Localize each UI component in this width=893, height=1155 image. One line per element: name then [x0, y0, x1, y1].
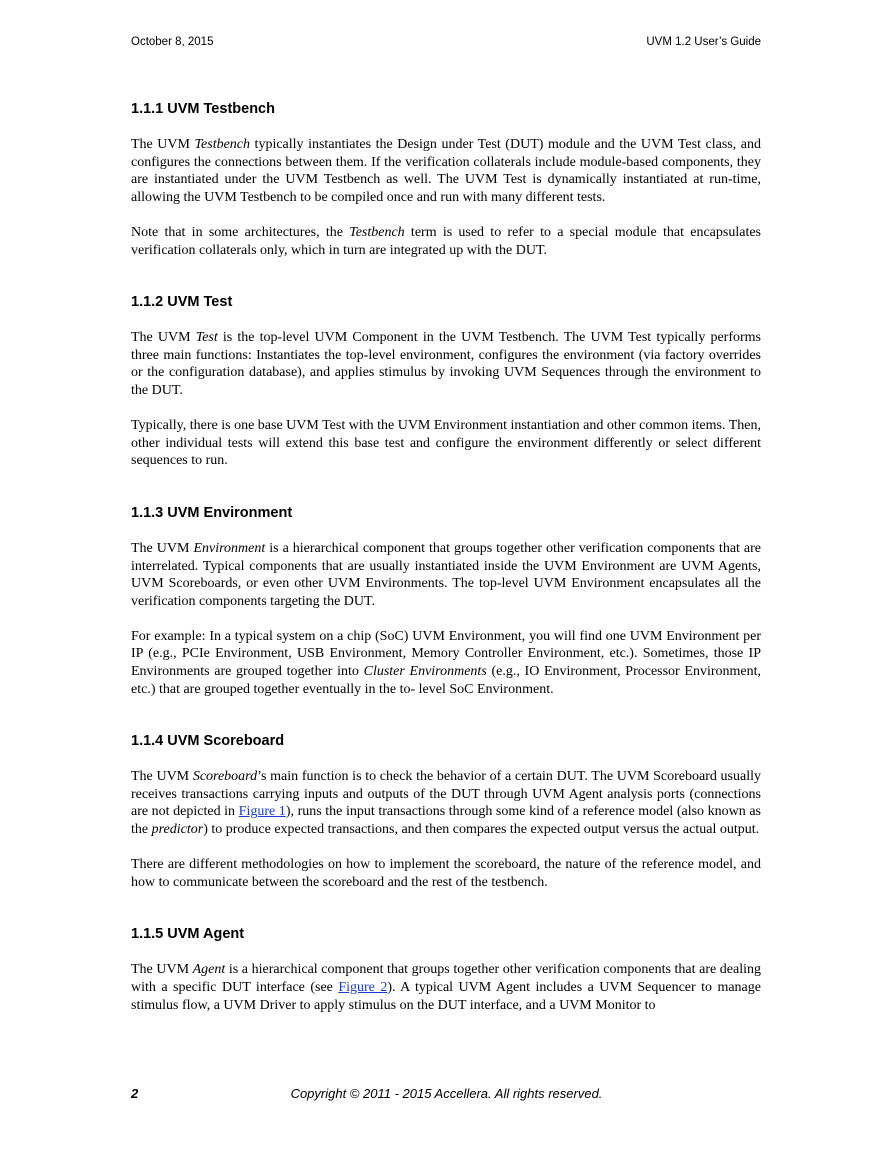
- paragraph-test-1: [131, 329, 761, 399]
- text-run: The UVM: [131, 137, 195, 152]
- figure-2-link[interactable]: Figure 2: [338, 980, 388, 995]
- text-run: is a hierarchical component that groups together other verification components that are dealing with a specific DUT interface (see: [131, 962, 762, 995]
- paragraph-scoreboard-2: There are different methodologies on how to implement the scoreboard, the nature of the reference model, and how to communicate between the scoreboard and the rest of the testbench.: [131, 857, 761, 890]
- italic-term: Scoreboard: [192, 769, 258, 785]
- paragraph-environment-1: [131, 540, 761, 610]
- italic-term: Environment: [193, 540, 266, 556]
- section-heading-scoreboard: 1.1.4 UVM Scoreboard: [131, 733, 285, 750]
- paragraph-testbench-2: [131, 224, 761, 259]
- section-heading-testbench: 1.1.1 UVM Testbench: [131, 101, 275, 117]
- paragraph-scoreboard-1: [131, 768, 761, 838]
- italic-term: Testbench: [194, 137, 251, 152]
- text-run: ’s main function is to check the behavior of a certain DUT. The UVM Scoreboard usually receives transactions carrying inputs and outputs of the DUT through UVM Agent analysis ports (connections are not depicted in: [131, 769, 761, 820]
- text-run: term is used to refer to a special module that encapsulates verification collaterals only, which in turn are integrated up with the DUT.: [131, 224, 761, 258]
- section-heading-test: 1.1.2 UVM Test: [131, 294, 233, 311]
- page-number: 2: [131, 1086, 139, 1101]
- text-run: typically instantiates the Design under Test (DUT) module and the UVM Test class, and configures the connections between them. If the verification collaterals include module-based components, they are instantiated under the UVM Testbench as well. The UVM Test is dynamically instantiated at run-time, allowing the UVM Testbench to be compiled once and run with many different tests.: [131, 137, 761, 205]
- text-run: (e.g., IO Environment, Processor Environment, etc.) that are grouped together eventually in the to- level SoC Environment.: [131, 664, 761, 697]
- page-content: [131, 100, 761, 1014]
- text-run: ) to produce expected transactions, and then compares the expected output versus the actual output.: [203, 822, 760, 838]
- text-run: is the top-level UVM Component in the UVM Testbench. The UVM Test typically performs three main functions: Instantiates the top-level environment, configures the environment (via factory overrides or the configuration database), and applies stimulus by invoking UVM Sequences through the environment to the DUT.: [131, 330, 761, 398]
- text-run: The UVM: [131, 769, 193, 785]
- text-run: ). A typical UVM Agent includes a UVM Sequencer to manage stimulus flow, a UVM Driver to apply stimulus on the DUT interface, and a UVM Monitor to: [131, 980, 761, 1013]
- paragraph-testbench-1: [131, 136, 761, 206]
- italic-term: Agent: [192, 962, 226, 978]
- text-run: is a hierarchical component that groups together other verification components that are interrelated. Typical components that are usually instantiated inside the UVM Environment are UVM Agents, UVM Scoreboards, or even other UVM Environments. The top-level UVM Environment encapsulates all the verification components targeting the DUT.: [131, 540, 762, 609]
- header-date: October 8, 2015: [131, 36, 214, 48]
- italic-term: predictor: [151, 822, 204, 838]
- paragraph-agent-1: [131, 961, 761, 1014]
- text-run: The UVM: [131, 330, 196, 346]
- italic-term: Testbench: [349, 224, 405, 240]
- italic-term: Cluster Environments: [363, 664, 487, 680]
- footer-copyright: Copyright © 2011 - 2015 Accellera. All rights reserved.: [290, 1086, 603, 1101]
- text-run: For example: In a typical system on a chip (SoC) UVM Environment, you will find one UVM Environment per IP (e.g., PCIe Environment, USB Environment, Memory Controller Environment, etc.). Sometimes, those IP Environments are grouped together into: [131, 628, 761, 680]
- figure-1-link[interactable]: Figure 1: [238, 804, 286, 820]
- text-run: ), runs the input transactions through some kind of a reference model (also known as the: [131, 804, 761, 838]
- header-title: UVM 1.2 User’s Guide: [646, 36, 761, 48]
- section-heading-environment: 1.1.3 UVM Environment: [131, 504, 293, 521]
- text-run: The UVM: [131, 540, 194, 556]
- section-heading-agent: 1.1.5 UVM Agent: [131, 926, 245, 943]
- text-run: Note that in some architectures, the: [131, 224, 350, 240]
- italic-term: Test: [195, 330, 218, 346]
- paragraph-test-2: Typically, there is one base UVM Test with the UVM Environment instantiation and other common items. Then, other individual tests will extend this base test and configure the environment differently or select different sequences to run.: [131, 418, 761, 469]
- text-run: The UVM: [131, 962, 193, 978]
- paragraph-environment-2: [131, 628, 761, 698]
